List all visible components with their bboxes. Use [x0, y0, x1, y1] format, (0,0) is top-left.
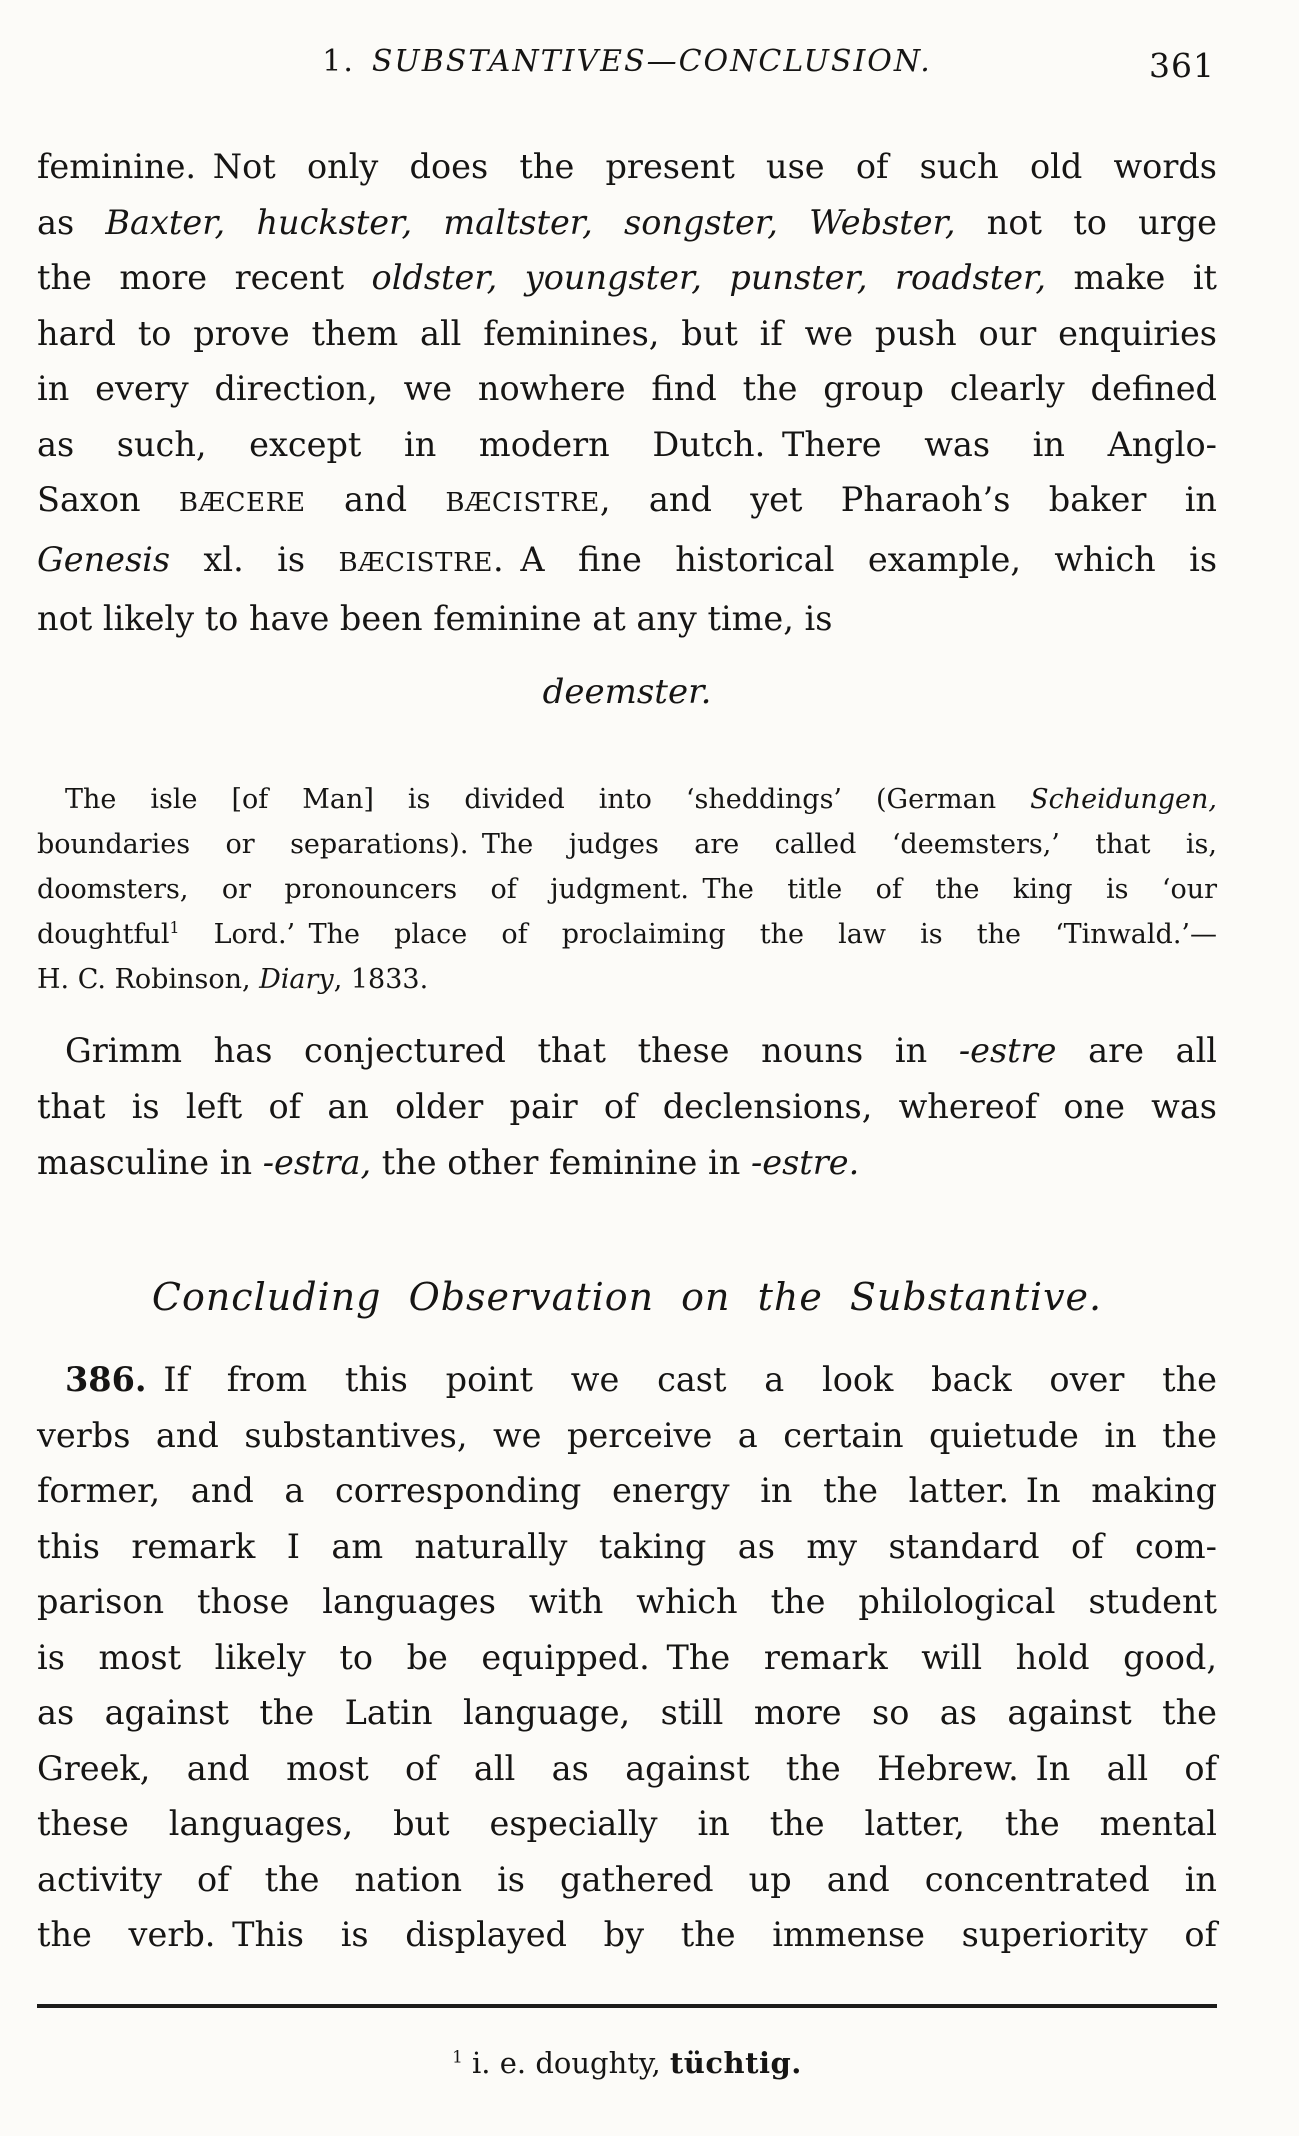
text-segment: Baxter, [105, 202, 226, 242]
text-segment: tüchtig. [669, 2046, 802, 2080]
text-line [37, 1408, 1217, 1464]
text-segment: as such, except in modern Dutch. There was in Anglo- [37, 424, 1217, 464]
page-number: 361 [1149, 46, 1215, 85]
text-segment: songster, [624, 202, 778, 242]
text-segment: Lord.’ The place of proclaiming the law is the ‘Tinwald.’— [179, 919, 1217, 950]
blockquote-isle-of-man [37, 777, 1217, 1002]
word-deemster [37, 665, 1217, 720]
text-segment: in every direction, we nowhere find the group clearly defined [37, 369, 1217, 408]
text-segment: and [305, 480, 446, 519]
text-line [37, 1352, 1217, 1408]
text-line [37, 306, 1217, 362]
text-segment: BÆCERE [178, 488, 306, 518]
section-heading [37, 1272, 1217, 1322]
text-segment: former, and a corresponding energy in the latter. In making [37, 1471, 1217, 1510]
text-line [37, 532, 1217, 592]
text-line [37, 195, 1217, 251]
text-segment: parison those languages with which the philological student [37, 1582, 1217, 1621]
text-segment: hard to prove them all feminines, but if we push our enquiries [37, 313, 1217, 353]
text-segment: feminine. Not only does the present use of such old words [37, 147, 1217, 186]
text-segment: as [37, 202, 106, 242]
text-line [37, 867, 1217, 912]
text-line [37, 1796, 1217, 1852]
text-segment: , 1833. [333, 964, 429, 995]
text-segment: -estra, [262, 1143, 372, 1182]
text-segment: xl. is [170, 539, 339, 579]
text-segment: Webster, [809, 202, 956, 242]
text-segment: -estre [958, 1031, 1057, 1070]
text-line [37, 250, 1217, 306]
text-segment: Concluding Observation on the Substantive. [151, 1275, 1103, 1319]
text-segment: . A fine historical example, which is [493, 539, 1218, 579]
text-segment: SUBSTANTIVES—CONCLUSION. [371, 44, 932, 79]
text-segment: -estre. [750, 1143, 860, 1182]
text-line [37, 1079, 1217, 1135]
paragraph-feminine [37, 139, 1217, 647]
text-segment: Grimm has conjectured that these nouns in [65, 1031, 959, 1070]
text-line [37, 1741, 1217, 1797]
text-segment: the other feminine in [371, 1143, 751, 1182]
text-segment: as against the Latin language, still more so as against the [37, 1693, 1217, 1732]
paragraph-grimm [37, 1023, 1217, 1191]
text-segment: that is left of an older pair of declensions, whereof one was [37, 1087, 1217, 1126]
text-line [37, 1630, 1217, 1686]
text-segment: Greek, and most of all as against the Hebrew. In all of [37, 1748, 1217, 1788]
text-segment: doughtful [37, 919, 170, 950]
text-segment: doomsters, or pronouncers of judgment. The title of the king is ‘our [37, 874, 1217, 905]
text-segment: verbs and substantives, we perceive a certain quietude in the [37, 1415, 1217, 1455]
text-segment: not to urge [955, 202, 1217, 242]
text-segment: huckster, [256, 202, 413, 242]
text-line [37, 361, 1217, 417]
text-segment: the more recent [37, 258, 372, 297]
text-segment: 1 [169, 918, 180, 937]
text-segment: Saxon [37, 480, 179, 519]
text-segment: Scheidungen, [1030, 784, 1217, 815]
text-line [37, 1519, 1217, 1575]
text-segment: BÆCISTRE [338, 547, 494, 578]
paragraph-386 [37, 1352, 1217, 1963]
text-segment: maltster, [443, 202, 593, 242]
footnote [37, 2040, 1217, 2086]
text-segment: the verb. This is displayed by the immense superiority of [37, 1915, 1217, 1954]
text-segment: are all [1056, 1031, 1217, 1070]
text-line [37, 591, 1217, 647]
text-segment [778, 203, 809, 242]
text-line [37, 1574, 1217, 1630]
text-segment: i. e. doughty, [462, 2046, 670, 2080]
text-segment: oldster, youngster, punster, roadster, [371, 258, 1047, 297]
text-segment: Diary [259, 964, 334, 995]
text-segment: masculine in [37, 1143, 263, 1182]
chapter-title [37, 44, 1217, 79]
text-segment: Genesis [37, 539, 171, 579]
text-line [37, 1685, 1217, 1741]
text-line [37, 1907, 1217, 1963]
text-line [37, 957, 1217, 1002]
text-segment: this remark I am naturally taking as my standard of com- [37, 1526, 1217, 1566]
text-line [37, 777, 1217, 822]
text-segment: 386. [65, 1360, 147, 1399]
text-segment: If from this point we cast a look back over the [146, 1360, 1217, 1399]
text-segment [593, 203, 624, 242]
text-segment: not likely to have been feminine at any time, is [37, 599, 833, 638]
text-segment [225, 203, 256, 242]
text-segment: The isle [of Man] is divided into ‘sheddings’ (German [65, 784, 1031, 815]
text-line [37, 822, 1217, 867]
text-line [37, 1135, 1217, 1191]
text-segment: BÆCISTRE [445, 488, 600, 518]
text-segment: deemster. [542, 672, 712, 712]
text-segment: H. C. Robinson, [37, 964, 260, 995]
text-line [37, 1023, 1217, 1079]
text-line [37, 1463, 1217, 1519]
text-segment: boundaries or separations). The judges are called ‘deemsters,’ that is, [37, 829, 1217, 860]
text-line [37, 912, 1217, 957]
text-segment: 1 [452, 2046, 463, 2067]
text-line [37, 1852, 1217, 1908]
text-segment: activity of the nation is gathered up and concentrated in [37, 1859, 1217, 1899]
text-segment: is most likely to be equipped. The remark will hold good, [37, 1637, 1217, 1677]
footnote-rule [37, 2004, 1217, 2008]
text-line [37, 139, 1217, 195]
text-segment: make it [1046, 258, 1218, 297]
text-line [37, 417, 1217, 473]
text-segment: , and yet Pharaoh’s baker in [599, 480, 1218, 519]
text-line [37, 472, 1217, 532]
text-segment: 1. [322, 44, 372, 79]
running-head [37, 44, 1217, 104]
text-segment: these languages, but especially in the latter, the mental [37, 1804, 1217, 1843]
text-segment [412, 203, 443, 242]
